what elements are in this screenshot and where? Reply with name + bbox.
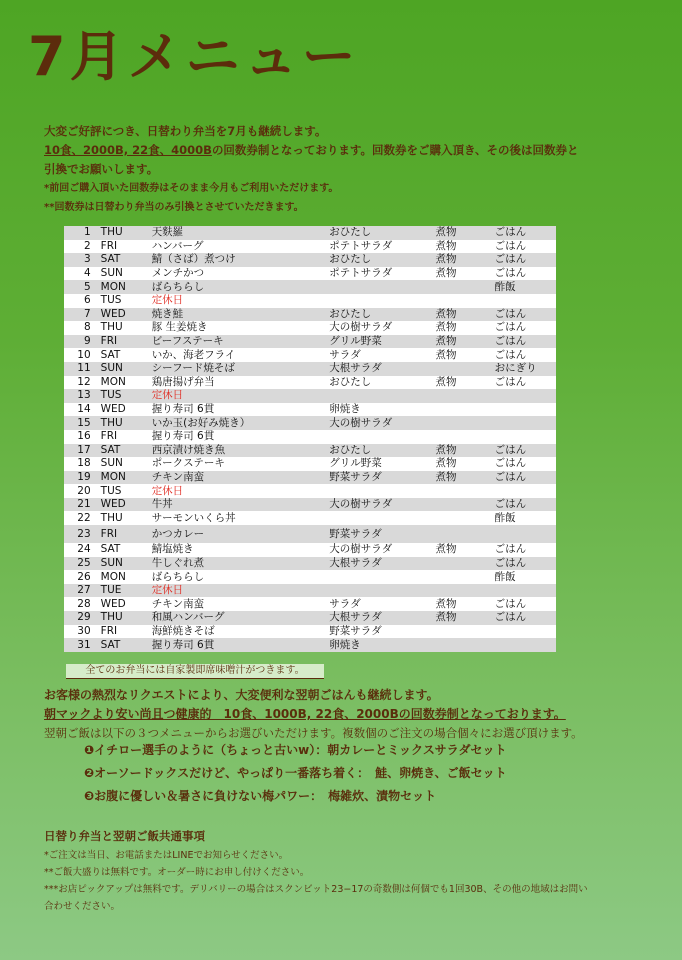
- menu-main-dish: 豚 生姜焼き: [148, 321, 326, 335]
- menu-main-dish: 天麩羅: [148, 226, 326, 240]
- menu-main-dish: 定休日: [148, 484, 326, 498]
- menu-main-dish: 鯖（さば）煮つけ: [148, 253, 326, 267]
- menu-weekday: SAT: [97, 638, 148, 652]
- menu-side-dish: 野菜サラダ: [325, 471, 431, 485]
- menu-nimono: 煮物: [431, 226, 490, 240]
- menu-day: 6: [64, 294, 97, 308]
- menu-main-dish: チキン南蛮: [148, 471, 326, 485]
- breakfast-section: [44, 686, 664, 743]
- breakfast-set-2: ❷オーソードックスだけど、やっぱり一番落ち着く： 鮭、卵焼き、ご飯セット: [84, 766, 507, 780]
- menu-side-dish: 卵焼き: [325, 403, 431, 417]
- menu-row: [64, 525, 556, 543]
- menu-nimono: [431, 584, 490, 598]
- menu-nimono: [431, 511, 490, 525]
- menu-side-dish: サラダ: [325, 348, 431, 362]
- menu-day: 20: [64, 484, 97, 498]
- menu-main-dish: 西京漬け焼き魚: [148, 444, 326, 458]
- menu-nimono: [431, 484, 490, 498]
- menu-main-dish: 牛しぐれ煮: [148, 557, 326, 571]
- menu-nimono: [431, 362, 490, 376]
- menu-day: 26: [64, 570, 97, 584]
- menu-weekday: MON: [97, 570, 148, 584]
- menu-rice: ごはん: [491, 226, 556, 240]
- menu-weekday: SUN: [97, 362, 148, 376]
- menu-rice: [491, 625, 556, 639]
- menu-side-dish: 大根サラダ: [325, 557, 431, 571]
- menu-weekday: TUS: [97, 294, 148, 308]
- menu-table: [64, 226, 556, 652]
- menu-main-dish: 鶏唐揚げ弁当: [148, 376, 326, 390]
- menu-rice: [491, 638, 556, 652]
- menu-main-dish: 定休日: [148, 294, 326, 308]
- menu-side-dish: 卵焼き: [325, 638, 431, 652]
- menu-row: [64, 625, 556, 639]
- intro-section: [44, 122, 664, 217]
- breakfast-line-1: お客様の熱烈なリクエストにより、大変便利な翌朝ごはんも継続します。: [44, 688, 439, 702]
- page-title: 7月メニュー: [28, 25, 360, 88]
- menu-side-dish: ポテトサラダ: [325, 267, 431, 281]
- menu-nimono: 煮物: [431, 240, 490, 254]
- menu-side-dish: [325, 280, 431, 294]
- menu-weekday: MON: [97, 471, 148, 485]
- menu-row: [64, 543, 556, 557]
- menu-rice: [491, 430, 556, 444]
- menu-nimono: 煮物: [431, 308, 490, 322]
- menu-day: 11: [64, 362, 97, 376]
- menu-day: 1: [64, 226, 97, 240]
- menu-main-dish: かつカレー: [148, 525, 326, 543]
- menu-rice: [491, 525, 556, 543]
- menu-main-dish: 牛丼: [148, 498, 326, 512]
- menu-rice: ごはん: [491, 308, 556, 322]
- menu-main-dish: 海鮮焼きそば: [148, 625, 326, 639]
- menu-nimono: 煮物: [431, 376, 490, 390]
- menu-weekday: TUS: [97, 389, 148, 403]
- menu-main-dish: 握り寿司 6貫: [148, 430, 326, 444]
- intro-line-2: [44, 141, 664, 160]
- menu-nimono: [431, 570, 490, 584]
- menu-rice: 酢飯: [491, 511, 556, 525]
- menu-day: 3: [64, 253, 97, 267]
- menu-main-dish: チキン南蛮: [148, 597, 326, 611]
- menu-rice: [491, 584, 556, 598]
- intro-line-1: 大変ご好評につき、日替わり弁当を7月も継続します。: [44, 124, 327, 138]
- menu-day: 31: [64, 638, 97, 652]
- menu-row: [64, 376, 556, 390]
- menu-main-dish: 定休日: [148, 389, 326, 403]
- menu-nimono: 煮物: [431, 457, 490, 471]
- menu-main-dish: シーフード焼そば: [148, 362, 326, 376]
- menu-main-dish: サーモンいくら丼: [148, 511, 326, 525]
- menu-row: [64, 430, 556, 444]
- menu-main-dish: 定休日: [148, 584, 326, 598]
- menu-rice: ごはん: [491, 611, 556, 625]
- menu-weekday: SUN: [97, 557, 148, 571]
- menu-row: [64, 471, 556, 485]
- menu-side-dish: おひたし: [325, 444, 431, 458]
- menu-day: 21: [64, 498, 97, 512]
- menu-nimono: 煮物: [431, 321, 490, 335]
- menu-row: [64, 389, 556, 403]
- menu-weekday: SUN: [97, 267, 148, 281]
- breakfast-set-1: ❶イチロー選手のように（ちょっと古いw）：朝カレーとミックスサラダセット: [84, 743, 507, 757]
- breakfast-line-2: 朝マックより安い尚且つ健康的 10食、1000B, 22食、2000Bの回数券制となっております。: [44, 707, 566, 721]
- breakfast-sets: [84, 742, 664, 811]
- menu-rice: ごはん: [491, 471, 556, 485]
- menu-side-dish: グリル野菜: [325, 335, 431, 349]
- menu-row: [64, 321, 556, 335]
- menu-nimono: 煮物: [431, 253, 490, 267]
- menu-side-dish: 野菜サラダ: [325, 625, 431, 639]
- menu-day: 22: [64, 511, 97, 525]
- menu-weekday: FRI: [97, 525, 148, 543]
- menu-side-dish: [325, 294, 431, 308]
- menu-weekday: THU: [97, 611, 148, 625]
- menu-side-dish: 大の樹サラダ: [325, 543, 431, 557]
- menu-weekday: SAT: [97, 348, 148, 362]
- menu-day: 30: [64, 625, 97, 639]
- menu-rice: 酢飯: [491, 570, 556, 584]
- menu-rice: おにぎり: [491, 362, 556, 376]
- menu-weekday: WED: [97, 597, 148, 611]
- menu-rice: [491, 294, 556, 308]
- menu-rice: ごはん: [491, 543, 556, 557]
- menu-weekday: THU: [97, 416, 148, 430]
- menu-day: 10: [64, 348, 97, 362]
- menu-main-dish: いか、海老フライ: [148, 348, 326, 362]
- breakfast-line-3: 翌朝ご飯は以下の３つメニューからお選びいただけます。複数個のご注文の場合個々にお選び頂けます。: [44, 726, 583, 740]
- menu-day: 29: [64, 611, 97, 625]
- menu-main-dish: 鯖塩焼き: [148, 543, 326, 557]
- menu-rice: ごはん: [491, 457, 556, 471]
- menu-weekday: WED: [97, 498, 148, 512]
- menu-side-dish: おひたし: [325, 226, 431, 240]
- menu-main-dish: ばらちらし: [148, 570, 326, 584]
- ticket-prices: 10食、2000B, 22食、4000B: [44, 143, 212, 157]
- menu-nimono: [431, 430, 490, 444]
- menu-row: [64, 267, 556, 281]
- menu-row: [64, 308, 556, 322]
- menu-weekday: SUN: [97, 457, 148, 471]
- menu-nimono: [431, 625, 490, 639]
- menu-weekday: WED: [97, 308, 148, 322]
- menu-day: 7: [64, 308, 97, 322]
- menu-row: [64, 498, 556, 512]
- menu-row: [64, 597, 556, 611]
- menu-rice: ごはん: [491, 444, 556, 458]
- common-heading: 日替り弁当と翌朝ご飯共通事項: [44, 829, 205, 843]
- menu-rice: [491, 389, 556, 403]
- menu-day: 9: [64, 335, 97, 349]
- menu-row: [64, 611, 556, 625]
- menu-side-dish: [325, 570, 431, 584]
- menu-weekday: WED: [97, 403, 148, 417]
- menu-weekday: FRI: [97, 240, 148, 254]
- common-notes-section: [44, 828, 664, 915]
- menu-side-dish: [325, 511, 431, 525]
- menu-day: 16: [64, 430, 97, 444]
- menu-day: 24: [64, 543, 97, 557]
- menu-side-dish: 大根サラダ: [325, 611, 431, 625]
- menu-day: 28: [64, 597, 97, 611]
- menu-nimono: 煮物: [431, 471, 490, 485]
- menu-side-dish: おひたし: [325, 253, 431, 267]
- menu-weekday: THU: [97, 226, 148, 240]
- menu-day: 14: [64, 403, 97, 417]
- menu-side-dish: [325, 584, 431, 598]
- common-note-2: **ご飯大盛りは無料です。オーダー時にお申し付けください。: [44, 867, 310, 878]
- menu-row: [64, 457, 556, 471]
- menu-day: 18: [64, 457, 97, 471]
- menu-nimono: [431, 403, 490, 417]
- menu-row: [64, 557, 556, 571]
- menu-nimono: [431, 416, 490, 430]
- menu-nimono: 煮物: [431, 543, 490, 557]
- intro-line-3: 引換でお願いします。: [44, 162, 159, 176]
- menu-rice: [491, 416, 556, 430]
- menu-nimono: [431, 294, 490, 308]
- menu-side-dish: 野菜サラダ: [325, 525, 431, 543]
- menu-main-dish: メンチかつ: [148, 267, 326, 281]
- menu-side-dish: [325, 389, 431, 403]
- menu-main-dish: 握り寿司 6貫: [148, 403, 326, 417]
- common-note-3: ***お店ピックアップは無料です。デリバリーの場合はスクンビット23−17の奇数側は何個でも1回30B、その他の地域はお問い: [44, 884, 588, 895]
- menu-row: [64, 226, 556, 240]
- menu-row: [64, 294, 556, 308]
- menu-nimono: [431, 557, 490, 571]
- menu-main-dish: ハンバーグ: [148, 240, 326, 254]
- menu-main-dish: 和風ハンバーグ: [148, 611, 326, 625]
- menu-weekday: FRI: [97, 625, 148, 639]
- menu-rice: ごはん: [491, 376, 556, 390]
- menu-row: [64, 570, 556, 584]
- menu-main-dish: 握り寿司 6貫: [148, 638, 326, 652]
- menu-weekday: SAT: [97, 543, 148, 557]
- menu-rice: ごはん: [491, 240, 556, 254]
- menu-day: 19: [64, 471, 97, 485]
- menu-rice: ごはん: [491, 557, 556, 571]
- menu-weekday: MON: [97, 280, 148, 294]
- menu-main-dish: いか玉(お好み焼き）: [148, 416, 326, 430]
- menu-day: 13: [64, 389, 97, 403]
- menu-side-dish: 大の樹サラダ: [325, 321, 431, 335]
- menu-rice: 酢飯: [491, 280, 556, 294]
- menu-side-dish: おひたし: [325, 308, 431, 322]
- menu-rice: ごはん: [491, 253, 556, 267]
- menu-row: [64, 335, 556, 349]
- menu-weekday: TUS: [97, 484, 148, 498]
- menu-row: [64, 280, 556, 294]
- menu-side-dish: サラダ: [325, 597, 431, 611]
- menu-rice: ごはん: [491, 348, 556, 362]
- menu-rice: ごはん: [491, 498, 556, 512]
- menu-weekday: THU: [97, 511, 148, 525]
- menu-rice: [491, 484, 556, 498]
- menu-rice: [491, 403, 556, 417]
- menu-side-dish: [325, 484, 431, 498]
- menu-nimono: [431, 389, 490, 403]
- intro-note-2: **回数券は日替わり弁当のみ引換とさせていただきます。: [44, 202, 304, 213]
- menu-weekday: TUE: [97, 584, 148, 598]
- soup-note: 全てのお弁当には自家製即席味噌汁がつきます。: [66, 664, 324, 679]
- menu-side-dish: グリル野菜: [325, 457, 431, 471]
- menu-row: [64, 403, 556, 417]
- menu-day: 25: [64, 557, 97, 571]
- menu-weekday: FRI: [97, 335, 148, 349]
- menu-weekday: FRI: [97, 430, 148, 444]
- menu-day: 8: [64, 321, 97, 335]
- menu-main-dish: ビーフステーキ: [148, 335, 326, 349]
- menu-side-dish: おひたし: [325, 376, 431, 390]
- menu-day: 2: [64, 240, 97, 254]
- menu-side-dish: 大の樹サラダ: [325, 416, 431, 430]
- menu-weekday: SAT: [97, 253, 148, 267]
- menu-day: 27: [64, 584, 97, 598]
- intro-line-2-rest: の回数券制となっております。回数券をご購入頂き、その後は回数券と: [211, 143, 579, 157]
- menu-day: 5: [64, 280, 97, 294]
- menu-nimono: [431, 498, 490, 512]
- common-note-1: *ご注文は当日、お電話またはLINEでお知らせください。: [44, 850, 289, 861]
- menu-nimono: 煮物: [431, 335, 490, 349]
- menu-rice: ごはん: [491, 597, 556, 611]
- menu-row: [64, 362, 556, 376]
- menu-day: 17: [64, 444, 97, 458]
- menu-nimono: [431, 525, 490, 543]
- menu-day: 4: [64, 267, 97, 281]
- breakfast-set-3: ❸お腹に優しい＆暑さに負けない梅パワー： 梅雑炊、漬物セット: [84, 789, 437, 803]
- menu-row: [64, 444, 556, 458]
- menu-row: [64, 416, 556, 430]
- menu-nimono: 煮物: [431, 348, 490, 362]
- menu-row: [64, 240, 556, 254]
- menu-nimono: 煮物: [431, 611, 490, 625]
- common-note-4: 合わせください。: [44, 901, 121, 912]
- menu-main-dish: 焼き鮭: [148, 308, 326, 322]
- menu-row: [64, 511, 556, 525]
- menu-side-dish: ポテトサラダ: [325, 240, 431, 254]
- menu-day: 12: [64, 376, 97, 390]
- menu-rice: ごはん: [491, 335, 556, 349]
- menu-row: [64, 253, 556, 267]
- menu-main-dish: ポークステーキ: [148, 457, 326, 471]
- intro-note-1: *前回ご購入頂いた回数券はそのまま今月もご利用いただけます。: [44, 183, 339, 194]
- menu-main-dish: ばらちらし: [148, 280, 326, 294]
- menu-rice: ごはん: [491, 267, 556, 281]
- menu-side-dish: [325, 430, 431, 444]
- menu-row: [64, 638, 556, 652]
- menu-nimono: [431, 280, 490, 294]
- menu-nimono: [431, 638, 490, 652]
- menu-day: 15: [64, 416, 97, 430]
- menu-day: 23: [64, 525, 97, 543]
- menu-side-dish: 大根サラダ: [325, 362, 431, 376]
- menu-row: [64, 584, 556, 598]
- menu-row: [64, 484, 556, 498]
- menu-weekday: MON: [97, 376, 148, 390]
- menu-rice: ごはん: [491, 321, 556, 335]
- menu-nimono: 煮物: [431, 597, 490, 611]
- menu-weekday: THU: [97, 321, 148, 335]
- menu-nimono: 煮物: [431, 267, 490, 281]
- menu-weekday: SAT: [97, 444, 148, 458]
- menu-nimono: 煮物: [431, 444, 490, 458]
- menu-row: [64, 348, 556, 362]
- menu-side-dish: 大の樹サラダ: [325, 498, 431, 512]
